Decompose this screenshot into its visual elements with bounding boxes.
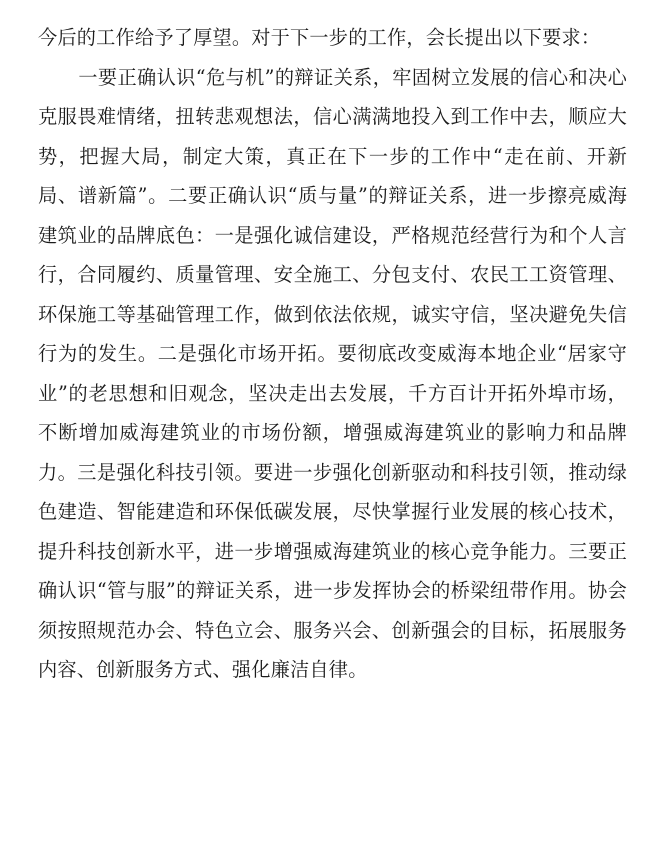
paragraph-main: 一要正确认识“危与机”的辩证关系，牢固树立发展的信心和决心克服畏难情绪，扭转悲观想法，信心满满地投入到工作中去，顺应大势，把握大局，制定大策，真正在下一步的工作中“走在前、开新局、谱新篇”。二要正确认识“质与量”的辩证关系，进一步擦亮威海建筑业的品牌底色：一是强化诚信建设，严格规范经营行为和个人言行，合同履约、质量管理、安全施工、分包支付、农民工工资管理、环保施工等基础管理工作，做到依法依规，诚实守信，坚决避免失信行为的发生。二是强化市场开拓。要彻底改变威海本地企业“居家守业”的老思想和旧观念，坚决走出去发展，千方百计开拓外埠市场，不断增加威海建筑业的市场份额，增强威海建筑业的影响力和品牌力。三是强化科技引领。要进一步强化创新驱动和科技引领，推动绿色建造、智能建造和环保低碳发展，尽快掌握行业发展的核心技术，提升科技创新水平，进一步增强威海建筑业的核心竞争能力。三要正确认识“管与服”的辩证关系，进一步发挥协会的桥梁纽带作用。协会须按照规范办会、特色立会、服务兴会、创新强会的目标，拓展服务内容、创新服务方式、强化廉洁自律。: [38, 65, 627, 681]
document-body: [38, 18, 627, 690]
paragraph-continuation: 今后的工作给予了厚望。对于下一步的工作，会长提出以下要求：: [38, 26, 601, 49]
